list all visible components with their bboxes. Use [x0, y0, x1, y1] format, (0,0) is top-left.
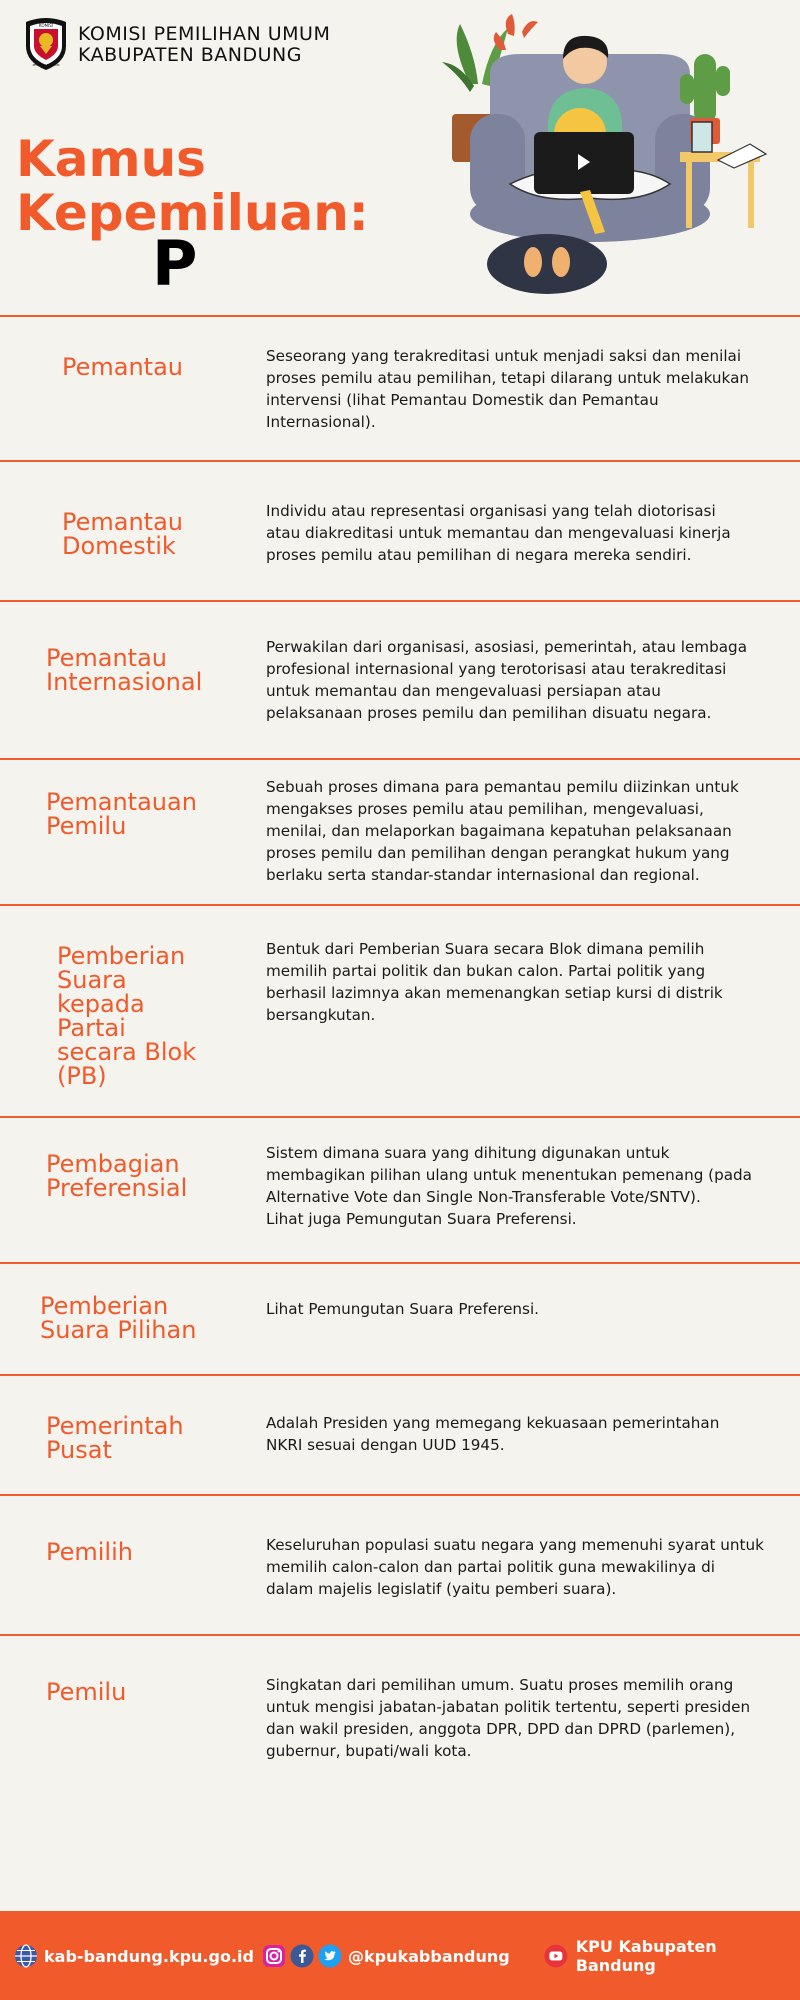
entry-definition-line: Perwakilan dari organisasi, asosiasi, pemerintah, atau lembaga — [266, 638, 748, 656]
entry-definition — [266, 636, 766, 724]
kpu-logo — [20, 16, 72, 72]
page-title — [16, 132, 369, 240]
entry-term-line: Pemantauan — [46, 788, 197, 816]
entry-definition — [266, 1412, 766, 1456]
social-link[interactable] — [262, 1943, 510, 1969]
entry-definition-line: NKRI sesuai dengan UUD 1945. — [266, 1436, 505, 1454]
entry-definition-line: Individu atau representasi organisasi yang telah diotorisasi — [266, 502, 716, 520]
entry-definition-line: menilai, dan melaporkan bagaimana kepatuhan pelaksanaan — [266, 822, 732, 840]
entry-term-line: Pemerintah — [46, 1412, 184, 1440]
glossary-entry — [0, 758, 800, 904]
entry-definition-line: dalam majelis legislatif (yaitu pemberi suara). — [266, 1580, 617, 1598]
entry-definition-line: memilih calon-calon dan partai politik guna mewakilinya di — [266, 1558, 715, 1576]
entry-term-line: Pusat — [46, 1436, 112, 1464]
entry-term — [46, 1540, 133, 1564]
entry-term-line: (PB) — [57, 1062, 107, 1090]
footer — [0, 1911, 800, 2000]
entry-definition-line: Lihat Pemungutan Suara Preferensi. — [266, 1300, 540, 1318]
glossary-entry — [0, 1262, 800, 1374]
entry-definition-line: proses pemilu atau pemilihan di negara mereka sendiri. — [266, 546, 692, 564]
entry-term-line: Pemilu — [46, 1678, 127, 1706]
entry-definition-line: Bentuk dari Pemberian Suara secara Blok dimana pemilih — [266, 940, 705, 958]
entry-definition-line: berhasil lazimnya akan memenangkan setiap kursi di distrik — [266, 984, 723, 1002]
entry-definition-line: proses pemilu atau pemilihan, tetapi dilarang untuk melakukan — [266, 369, 749, 387]
entry-definition-line: mengakses proses pemilu atau pemilihan, mengevaluasi, — [266, 800, 704, 818]
entry-definition-line: untuk mengisi jabatan-jabatan politik tertentu, seperti presiden — [266, 1698, 751, 1716]
globe-icon — [14, 1944, 38, 1968]
entry-definition-line: berlaku serta standar-standar internasional dan regional. — [266, 866, 700, 884]
glossary-entry — [0, 600, 800, 758]
entry-definition-line: profesional internasional yang terotorisasi atau terakreditasi — [266, 660, 727, 678]
entry-term — [46, 1152, 187, 1200]
logo-bottom-text: PEMILIHAN UMUM — [32, 63, 60, 67]
org-line-2: KABUPATEN BANDUNG — [78, 44, 302, 66]
entry-term — [57, 944, 196, 1088]
twitter-icon — [318, 1944, 342, 1968]
entry-term-line: Pemantau — [62, 353, 184, 381]
entry-term-line: Pemantau — [62, 508, 184, 536]
glossary-entry — [0, 1634, 800, 1794]
entry-definition-line: Lihat juga Pemungutan Suara Preferensi. — [266, 1210, 577, 1228]
glossary-entry — [0, 1374, 800, 1494]
entry-definition-line: Singkatan dari pemilihan umum. Suatu proses memilih orang — [266, 1676, 734, 1694]
entry-term — [46, 1680, 126, 1704]
section-letter: P — [152, 227, 198, 300]
entry-term-line: secara Blok — [57, 1038, 197, 1066]
entry-term-line: Domestik — [62, 532, 176, 560]
youtube-channel-text: KPU Kabupaten Bandung — [575, 1937, 717, 1975]
entry-definition — [266, 1142, 766, 1230]
glossary-entry — [0, 460, 800, 600]
entry-term — [62, 510, 183, 558]
entry-definition-line: Adalah Presiden yang memegang kekuasaan pemerintahan — [266, 1414, 720, 1432]
entry-definition-line: Keseluruhan populasi suatu negara yang memenuhi syarat untuk — [266, 1536, 764, 1554]
entry-term-line: Partai — [57, 1014, 126, 1042]
youtube-icon — [544, 1944, 568, 1968]
entry-term-line: Pemberian — [57, 942, 186, 970]
youtube-link[interactable] — [544, 1937, 800, 1975]
entry-definition — [266, 938, 766, 1026]
entry-definition — [266, 1674, 766, 1762]
entry-term-line: Preferensial — [46, 1174, 188, 1202]
plant-top-icon — [494, 14, 538, 50]
organization-name — [78, 24, 330, 66]
glossary-entry — [0, 315, 800, 460]
entry-term — [46, 790, 197, 838]
entry-definition-line: bersangkutan. — [266, 1006, 376, 1024]
page-header — [0, 0, 800, 315]
entry-term-line: Pemilih — [46, 1538, 133, 1566]
entry-term-line: Pembagian — [46, 1150, 180, 1178]
entry-term-line: Internasional — [46, 668, 203, 696]
entry-definition-line: untuk memantau dan mengevaluasi persiapan atau — [266, 682, 661, 700]
entry-definition-line: Alternative Vote dan Single Non-Transferable Vote/SNTV). — [266, 1188, 701, 1206]
entry-term — [40, 1294, 196, 1342]
entry-definition-line: gubernur, bupati/wali kota. — [266, 1742, 472, 1760]
entry-definition-line: intervensi (lihat Pemantau Domestik dan Pemantau — [266, 391, 659, 409]
instagram-icon — [262, 1944, 286, 1968]
entry-term — [62, 355, 183, 379]
entry-definition-line: proses pemilu dan pemilihan dengan perangkat hukum yang — [266, 844, 730, 862]
entry-definition — [266, 500, 766, 566]
entry-definition — [266, 776, 766, 886]
entry-definition-line: pelaksanaan proses pemilu dan pemilihan disuatu negara. — [266, 704, 712, 722]
glossary-entry — [0, 1116, 800, 1262]
entry-term-line: Suara Pilihan — [40, 1316, 197, 1344]
entry-term-line: Pemilu — [46, 812, 127, 840]
glossary-entry — [0, 1494, 800, 1634]
entry-definition-line: atau diakreditasi untuk memantau dan mengevaluasi kinerja — [266, 524, 731, 542]
org-line-1: KOMISI PEMILIHAN UMUM — [78, 23, 331, 45]
illustration-person-on-sofa — [430, 14, 770, 304]
social-handle-text: @kpukabbandung — [348, 1946, 510, 1966]
glossary-entry — [0, 904, 800, 1116]
title-line-2: Kepemiluan: — [16, 184, 369, 242]
entry-term-line: Pemantau — [46, 644, 168, 672]
entry-definition-line: Sistem dimana suara yang dihitung digunakan untuk — [266, 1144, 670, 1162]
website-text: kab-bandung.kpu.go.id — [44, 1946, 254, 1966]
entry-term-line: Pemberian — [40, 1292, 169, 1320]
facebook-icon — [290, 1944, 314, 1968]
entry-term — [46, 1414, 184, 1462]
logo-top-text: KOMISI — [39, 23, 53, 28]
entry-definition — [266, 345, 766, 433]
entry-term — [46, 646, 202, 694]
entry-definition-line: Sebuah proses dimana para pemantau pemilu diizinkan untuk — [266, 778, 739, 796]
entry-definition-line: memilih partai politik dan bukan calon. Partai politik yang — [266, 962, 706, 980]
entry-definition-line: Seseorang yang terakreditasi untuk menjadi saksi dan menilai — [266, 347, 742, 365]
entry-definition-line: Internasional). — [266, 413, 376, 431]
entry-definition — [266, 1534, 766, 1600]
entry-term-line: Suara — [57, 966, 127, 994]
entry-definition — [266, 1298, 766, 1320]
entry-definition-line: dan wakil presiden, anggota DPR, DPD dan DPRD (parlemen), — [266, 1720, 736, 1738]
website-link[interactable] — [14, 1943, 254, 1969]
entry-term-line: kepada — [57, 990, 145, 1018]
entry-definition-line: membagikan pilihan ulang untuk menentukan pemenang (pada — [266, 1166, 752, 1184]
title-line-1: Kamus — [16, 130, 206, 188]
